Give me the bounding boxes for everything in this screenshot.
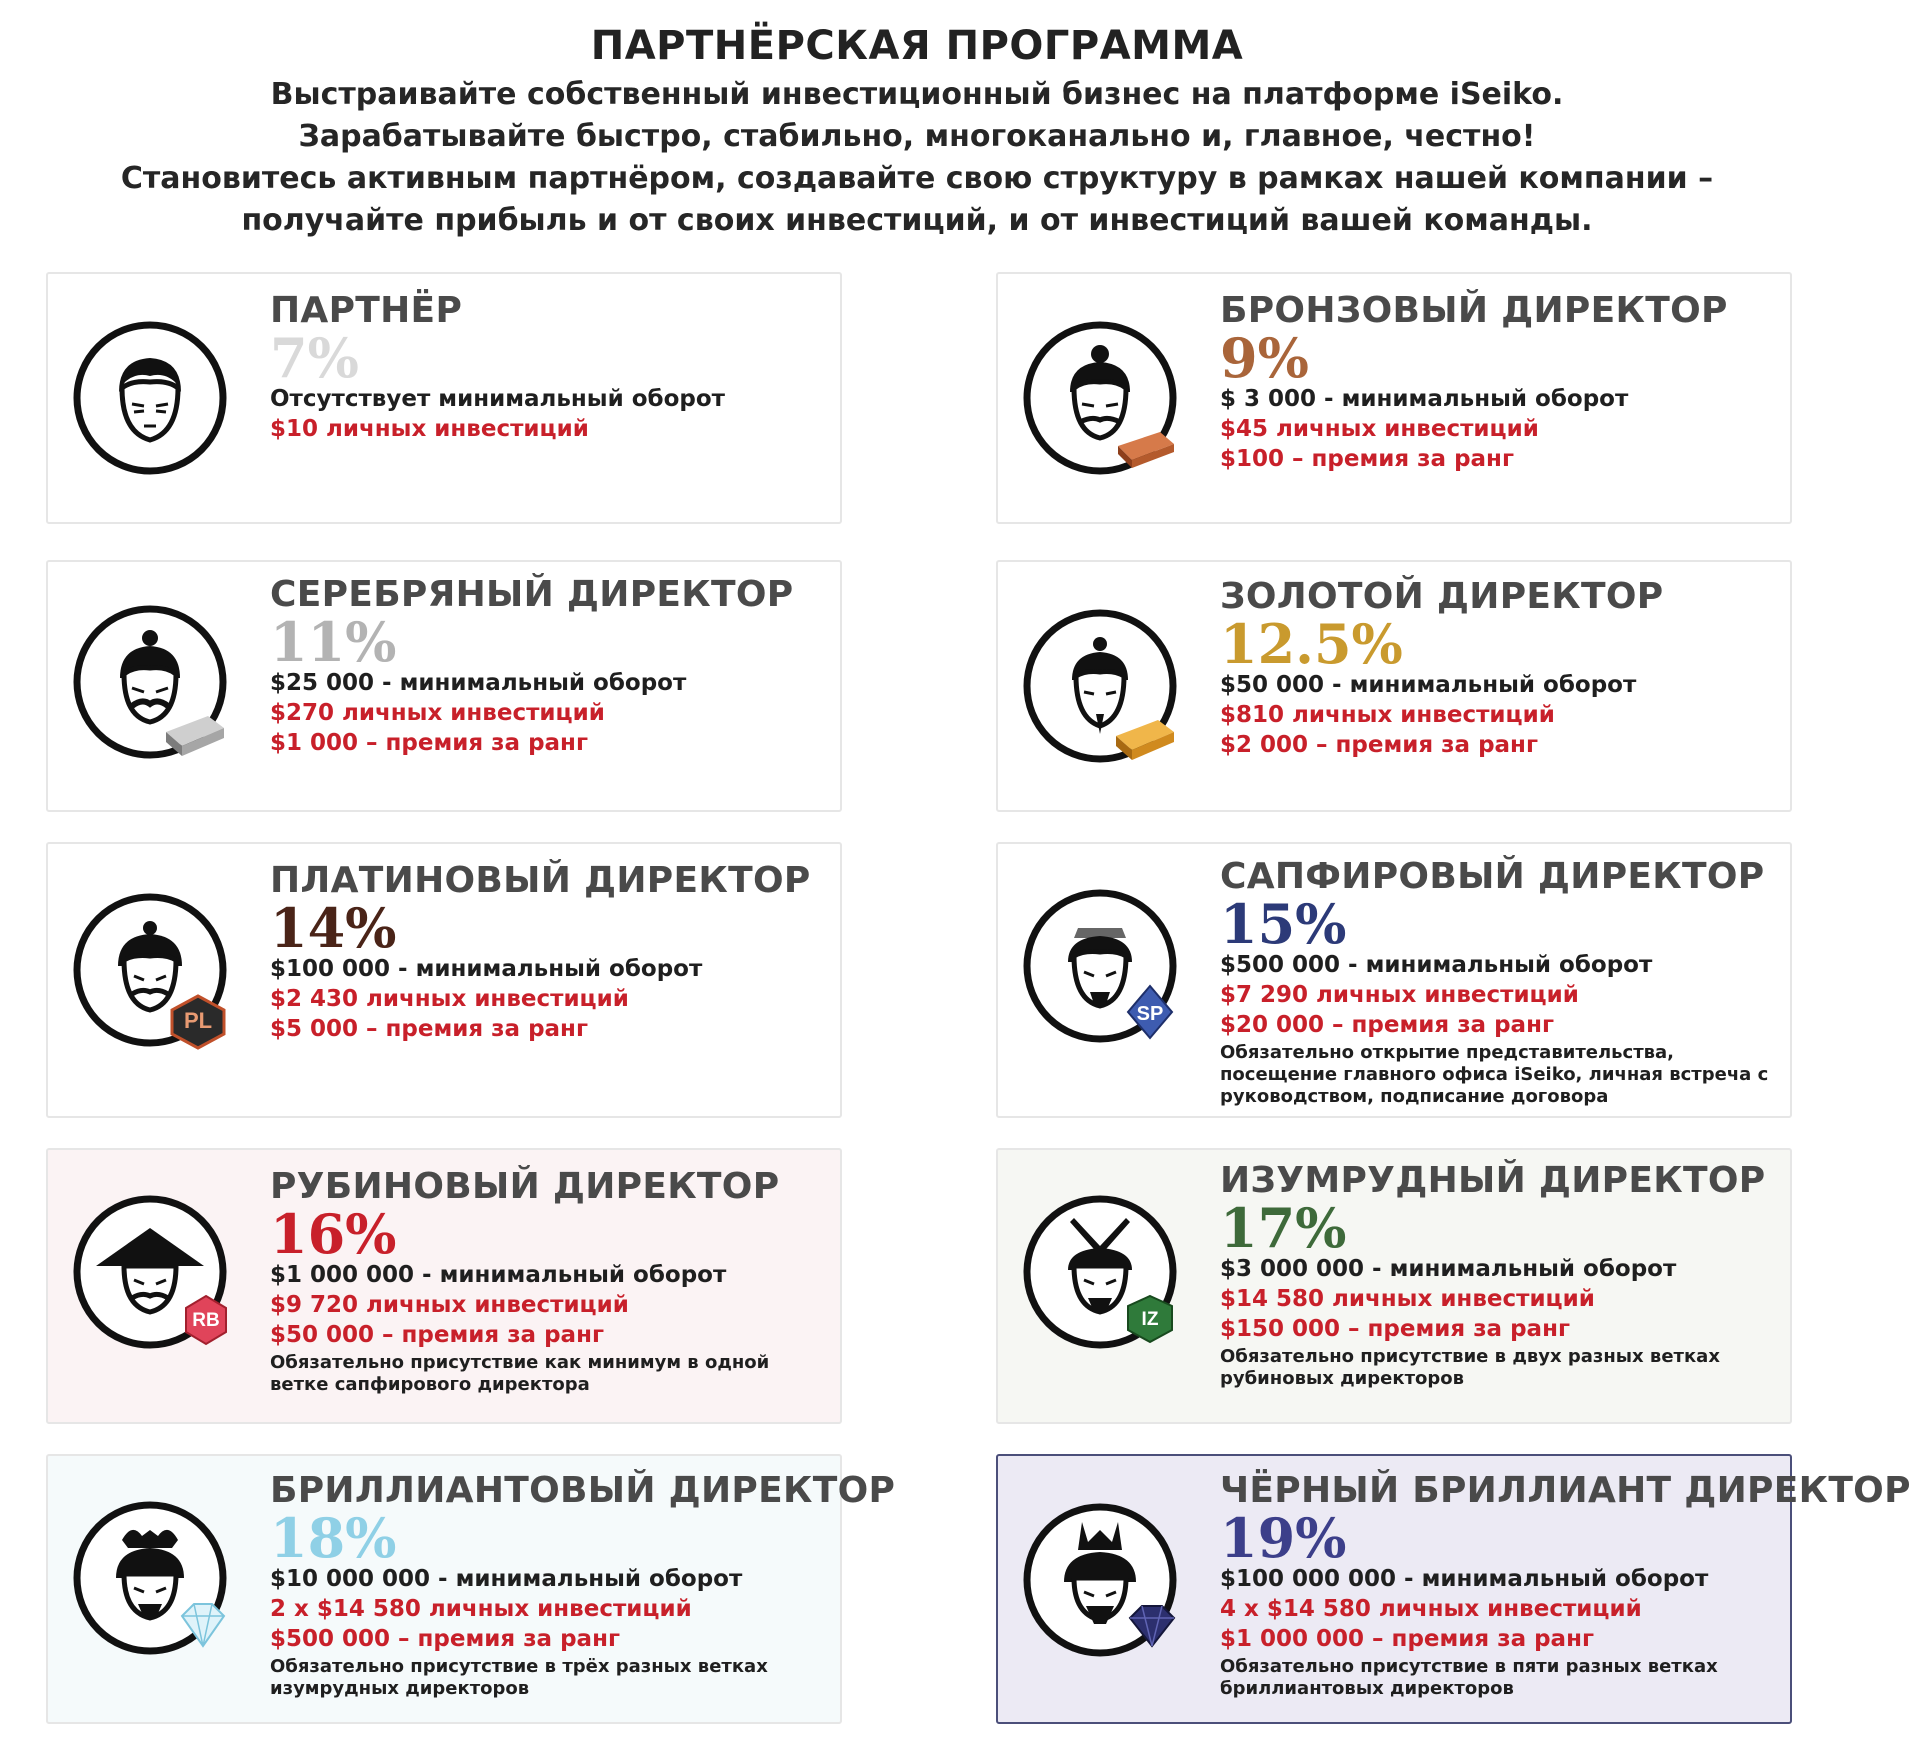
rank-bonus: $2 000 – премия за ранг	[1220, 732, 1538, 758]
rank-bonus: $100 – премия за ранг	[1220, 446, 1514, 472]
page-title: ПАРТНЁРСКАЯ ПРОГРАММА	[590, 23, 1244, 69]
samurai-partner-icon	[72, 320, 228, 476]
rank-turnover: $50 000 - минимальный оборот	[1220, 672, 1637, 698]
rank-bonus: $20 000 – премия за ранг	[1220, 1012, 1554, 1038]
rank-percent: 9%	[1220, 326, 1309, 390]
rank-title: БРИЛЛИАНТОВЫЙ ДИРЕКТОР	[270, 1470, 896, 1511]
samurai-bronze-icon	[1022, 320, 1178, 476]
rank-title: ПЛАТИНОВЫЙ ДИРЕКТОР	[270, 860, 811, 901]
rank-investments: $2 430 личных инвестиций	[270, 986, 629, 1012]
rank-note: Обязательно открытие представительства, посещение главного офиса iSeiko, личная встреча с руководством, подписание договора	[1220, 1042, 1769, 1107]
rank-card-gold	[996, 560, 1792, 812]
rank-turnover: $100 000 - минимальный оборот	[270, 956, 703, 982]
rank-percent: 11%	[270, 610, 397, 674]
intro-line-1: Выстраивайте собственный инвестиционный бизнес на платформе iSeiko.	[270, 77, 1564, 112]
rank-turnover: $ 3 000 - минимальный оборот	[1220, 386, 1629, 412]
rank-card-black-diamond	[996, 1454, 1911, 1724]
rank-investments: $270 личных инвестиций	[270, 700, 605, 726]
samurai-diamond-icon	[72, 1500, 228, 1656]
rank-bonus: $150 000 – премия за ранг	[1220, 1316, 1570, 1342]
rank-bonus: $500 000 – премия за ранг	[270, 1626, 620, 1652]
rank-turnover: $3 000 000 - минимальный оборот	[1220, 1256, 1677, 1282]
rank-investments: 2 x $14 580 личных инвестиций	[270, 1596, 692, 1622]
rank-title: ЗОЛОТОЙ ДИРЕКТОР	[1220, 576, 1664, 617]
rank-investments: 4 x $14 580 личных инвестиций	[1220, 1596, 1642, 1622]
intro-line-2: Зарабатывайте быстро, стабильно, многоканально и, главное, честно!	[298, 119, 1536, 154]
rank-note: Обязательно присутствие в двух разных ветках рубиновых директоров	[1220, 1346, 1720, 1389]
rank-card-ruby	[46, 1148, 842, 1424]
rank-title: СЕРЕБРЯНЫЙ ДИРЕКТОР	[270, 574, 794, 615]
rank-investments: $9 720 личных инвестиций	[270, 1292, 629, 1318]
rank-turnover: $1 000 000 - минимальный оборот	[270, 1262, 727, 1288]
rank-title: БРОНЗОВЫЙ ДИРЕКТОР	[1220, 290, 1728, 331]
rank-percent: 15%	[1220, 892, 1347, 956]
rank-card-platinum	[46, 842, 842, 1118]
badge-label: RB	[192, 1310, 220, 1331]
rank-investments: $810 личных инвестиций	[1220, 702, 1555, 728]
rank-title: ПАРТНЁР	[270, 290, 463, 331]
rank-card-emerald	[996, 1148, 1792, 1424]
rank-bonus: $5 000 – премия за ранг	[270, 1016, 588, 1042]
badge-label: IZ	[1141, 1309, 1159, 1330]
rank-note: Обязательно присутствие в пяти разных ветках бриллиантовых директоров	[1220, 1656, 1718, 1699]
rank-turnover: Отсутствует минимальный оборот	[270, 386, 725, 412]
rank-investments: $7 290 личных инвестиций	[1220, 982, 1579, 1008]
rank-percent: 18%	[270, 1506, 397, 1570]
samurai-gold-icon	[1022, 608, 1178, 764]
rank-turnover: $10 000 000 - минимальный оборот	[270, 1566, 743, 1592]
rank-turnover: $25 000 - минимальный оборот	[270, 670, 687, 696]
samurai-platinum-icon	[72, 892, 228, 1048]
badge-label: PL	[183, 1008, 213, 1033]
rank-percent: 19%	[1220, 1506, 1347, 1570]
rank-turnover: $100 000 000 - минимальный оборот	[1220, 1566, 1709, 1592]
rank-title: САПФИРОВЫЙ ДИРЕКТОР	[1220, 856, 1765, 897]
intro-line-3: Становитесь активным партнёром, создавайте свою структуру в рамках нашей компании –	[120, 161, 1714, 196]
rank-percent: 17%	[1220, 1196, 1347, 1260]
rank-card-sapphire	[996, 842, 1792, 1118]
rank-card-partner	[46, 272, 842, 524]
rank-turnover: $500 000 - минимальный оборот	[1220, 952, 1653, 978]
rank-investments: $45 личных инвестиций	[1220, 416, 1539, 442]
page-header	[0, 18, 1834, 242]
rank-card-silver	[46, 560, 842, 812]
rank-percent: 14%	[270, 896, 397, 960]
rank-note: Обязательно присутствие в трёх разных ветках изумрудных директоров	[270, 1656, 768, 1699]
rank-bonus: $1 000 000 – премия за ранг	[1220, 1626, 1594, 1652]
rank-card-diamond	[46, 1454, 896, 1724]
samurai-silver-icon	[72, 604, 228, 760]
rank-investments: $14 580 личных инвестиций	[1220, 1286, 1595, 1312]
rank-bonus: $50 000 – премия за ранг	[270, 1322, 604, 1348]
samurai-black-diamond-icon	[1022, 1502, 1178, 1658]
rank-bonus: $1 000 – премия за ранг	[270, 730, 588, 756]
rank-note: Обязательно присутствие как минимум в одной ветке сапфирового директора	[270, 1352, 770, 1395]
rank-percent: 7%	[270, 326, 359, 390]
samurai-sapphire-icon	[1022, 888, 1178, 1044]
samurai-ruby-icon	[72, 1194, 228, 1350]
rank-title: РУБИНОВЫЙ ДИРЕКТОР	[270, 1166, 780, 1207]
rank-title: ЧЁРНЫЙ БРИЛЛИАНТ ДИРЕКТОР	[1220, 1470, 1911, 1511]
samurai-emerald-icon	[1022, 1194, 1178, 1350]
rank-percent: 12.5%	[1220, 612, 1403, 676]
badge-label: SP	[1136, 1003, 1164, 1025]
rank-percent: 16%	[270, 1202, 397, 1266]
rank-card-bronze	[996, 272, 1792, 524]
rank-title: ИЗУМРУДНЫЙ ДИРЕКТОР	[1220, 1160, 1766, 1201]
rank-investments: $10 личных инвестиций	[270, 416, 589, 442]
intro-line-4: получайте прибыль и от своих инвестиций, и от инвестиций вашей команды.	[241, 203, 1593, 238]
